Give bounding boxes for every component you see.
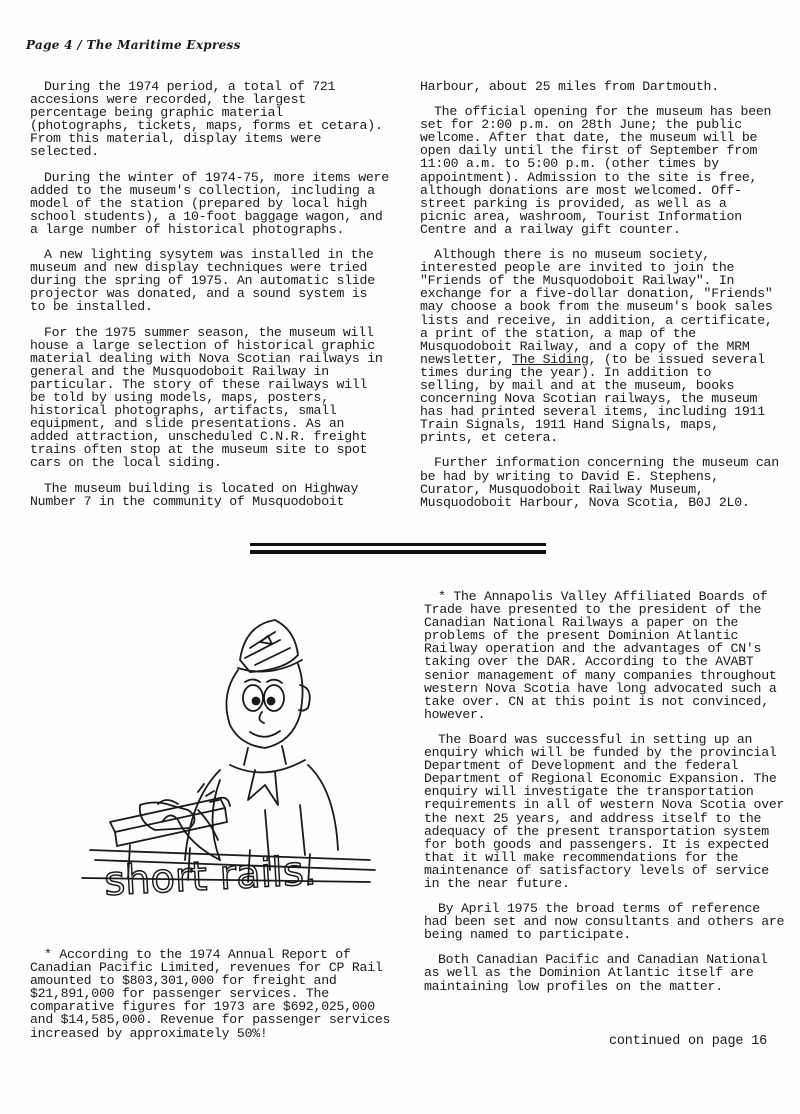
friends-text-start: Although there is no museum society, interested people are invited to join the "Friends of the Musquodoboit Railway". In exchange for a five-dollar donation, "Friends" may choose a book from the museum's book sales lists and receive, in addition, a certificate, a print of the station, a map of the Musquodoboit Railway, and a copy of the MRM newsletter, bbox=[420, 247, 773, 367]
cartoon-caption: short rails. bbox=[103, 847, 318, 905]
paragraph-contact: Further information concerning the museum can be had by writing to David E. Stephens, Curator, Musquodoboit Railway Museum, Musquodoboit Harbour, Nova Scotia, B0J 2L0. bbox=[420, 455, 779, 510]
paragraph-accessions: During the 1974 period, a total of 721 accesions were recorded, the largest percentage being graphic material (photographs, tickets, maps, forms et cetara). From this material, display items were selected. bbox=[30, 79, 383, 160]
paragraph-friends bbox=[420, 248, 780, 444]
museum-article-column-2 bbox=[420, 80, 780, 521]
continued-notice: continued on page 16 bbox=[609, 1034, 768, 1049]
paragraph-avabt: * The Annapolis Valley Affiliated Boards of Trade have presented to the president of the Canadian National Railways a paper on the problems of the present Dominion Atlantic Railway operation and the advantages of CN's taking over the DAR. According to the AVABT senior management of many companies throughout western Nova Scotia have long advocated such a take over. CN at this point is not convinced, however. bbox=[424, 589, 777, 722]
cp-revenue-column bbox=[30, 948, 392, 1052]
paragraph-cp-revenue: * According to the 1974 Annual Report of Canadian Pacific Limited, revenues for CP Rail amounted to $803,301,000 for freight and $21,891,000 for passenger services. The comparative figures for 1973 are $692,025,000 and $14,585,000. Revenue for passenger services increased by approximately 50%! bbox=[30, 947, 391, 1041]
paragraph-winter-additions: During the winter of 1974-75, more items were added to the museum's collection, including a model of the station (prepared by local high school students), a 10-foot baggage wagon, and a large number of historical photographs. bbox=[30, 169, 389, 237]
section-divider-thin bbox=[250, 543, 546, 546]
newsletter-title: The Siding bbox=[511, 351, 589, 367]
short-rails-cartoon bbox=[70, 560, 390, 930]
paragraph-summer-season: For the 1975 summer season, the museum will house a large selection of historical graphic material dealing with Nova Scotian railways in general and the Musquodoboit Railway in particular. The story of these railways will be told by using models, maps, posters, historical photographs, artifacts, small equipment, and slide presentations. As an added attraction, unscheduled C.N.R. freight trains often stop at the museum site to spot cars on the local siding. bbox=[30, 324, 383, 471]
dar-article-column bbox=[424, 590, 786, 1005]
page-header: Page 4 / The Maritime Express bbox=[26, 38, 241, 52]
section-divider-thick bbox=[250, 550, 546, 554]
paragraph-opening: The official opening for the museum has been set for 2:00 p.m. on 28th June; the public welcome. After that date, the museum will be open daily until the first of September from 11:00 a.m. to 5:00 p.m. (other times by appointment). Admission to the site is free, although donations are most welcomed. Off-street parking is provided, as well as a picnic area, washroom, Tourist Information Centre and a railway gift counter. bbox=[420, 104, 772, 237]
paragraph-location: The museum building is located on Highway Number 7 in the community of Musquodoboit bbox=[30, 480, 359, 509]
friends-text-end: , (to be issued several times during the year). In addition to selling, by mail and at the museum, books concerning Nova Scotian railways, the museum has had printed several items, including 1911 Train Signals, 1911 Hand Signals, maps, prints, et cetera. bbox=[420, 351, 765, 446]
paragraph-terms: By April 1975 the broad terms of reference had been set and now consultants and others are being named to participate. bbox=[424, 901, 785, 943]
paragraph-location-continued: Harbour, about 25 miles from Dartmouth. bbox=[420, 79, 719, 94]
museum-article-column-1 bbox=[30, 80, 390, 520]
paragraph-lighting: A new lighting sysytem was installed in the museum and new display techniques were tried during the spring of 1975. An automatic slide projector was donated, and a sound system is to be installed. bbox=[30, 247, 375, 315]
paragraph-low-profiles: Both Canadian Pacific and Canadian National as well as the Dominion Atlantic itself are maintaining low profiles on the matter. bbox=[424, 952, 768, 994]
paragraph-enquiry: The Board was successful in setting up an enquiry which will be funded by the provincial Department of Development and the federal Department of Regional Economic Expansion. The enquiry will investigate the transportation requirements in all of western Nova Scotia over the next 25 years, and address itself to the adequacy of the present transportation system for both goods and passengers. It is expected that it will make recommendations for the maintenance of satisfactory levels of service in the near future. bbox=[424, 731, 785, 891]
